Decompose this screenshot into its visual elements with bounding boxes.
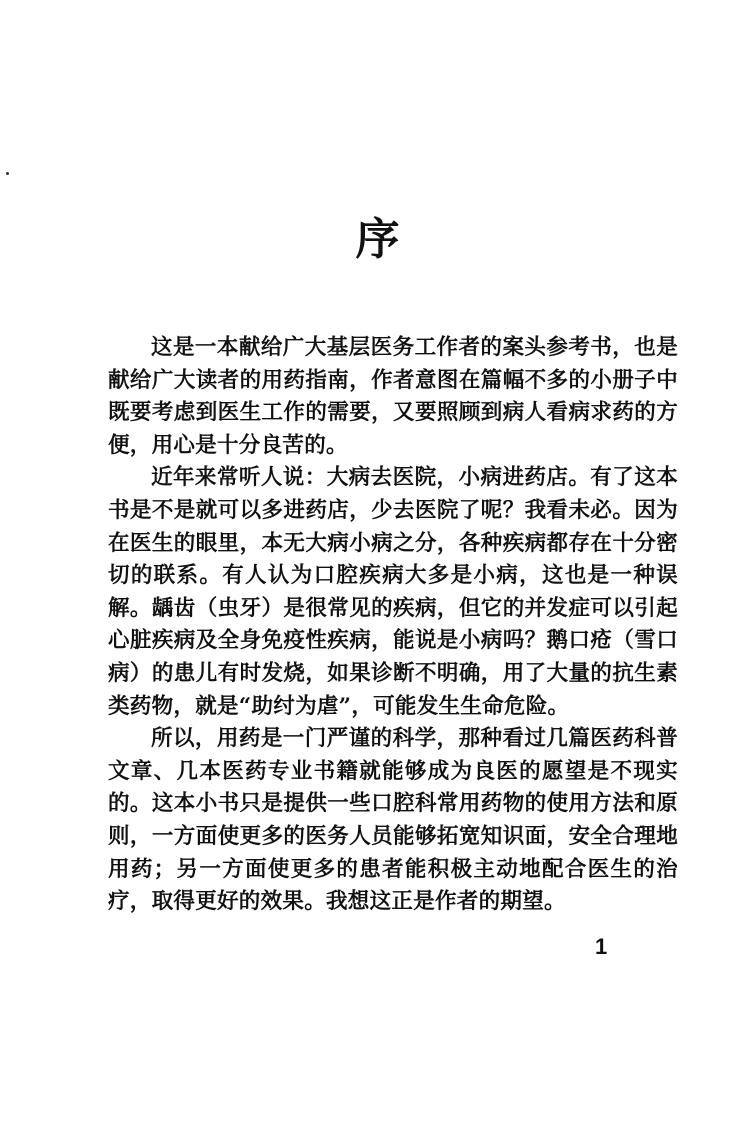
page-number: 1 <box>595 934 608 959</box>
paragraph-1: 这是一本献给广大基层医务工作者的案头参考书，也是献给广大读者的用药指南，作者意图在篇幅不多的小册子中既要考虑到医生工作的需要，又要照顾到病人看病求药的方便，用心是十分良苦的。 <box>108 335 678 458</box>
page-title: 序 <box>355 214 400 265</box>
paragraph-2: 近年来常听人说：大病去医院，小病进药店。有了这本书是不是就可以多进药店，少去医院了呢？我看未必。因为在医生的眼里，本无大病小病之分，各种疾病都存在十分密切的联系。有人认为口腔疾病大多是小病，这也是一种误解。龋齿（虫牙）是很常见的疾病，但它的并发症可以引起心脏疾病及全身免疫性疾病，能说是小病吗？鹅口疮（雪口病）的患儿有时发烧，如果诊断不明确，用了大量的抗生素类药物，就是“助纣为虐”，可能发生生命危险。 <box>108 465 678 719</box>
paragraph-3: 所以，用药是一门严谨的科学，那种看过几篇医药科普文章、几本医药专业书籍就能够成为良医的愿望是不现实的。这本小书只是提供一些口腔科常用药物的使用方法和原则，一方面使更多的医务人员能够拓宽知识面，安全合理地用药；另一方面使更多的患者能积极主动地配合医生的治疗，取得更好的效果。我想这正是作者的期望。 <box>108 726 678 915</box>
scan-speck <box>6 172 9 175</box>
preface-body <box>108 332 678 919</box>
